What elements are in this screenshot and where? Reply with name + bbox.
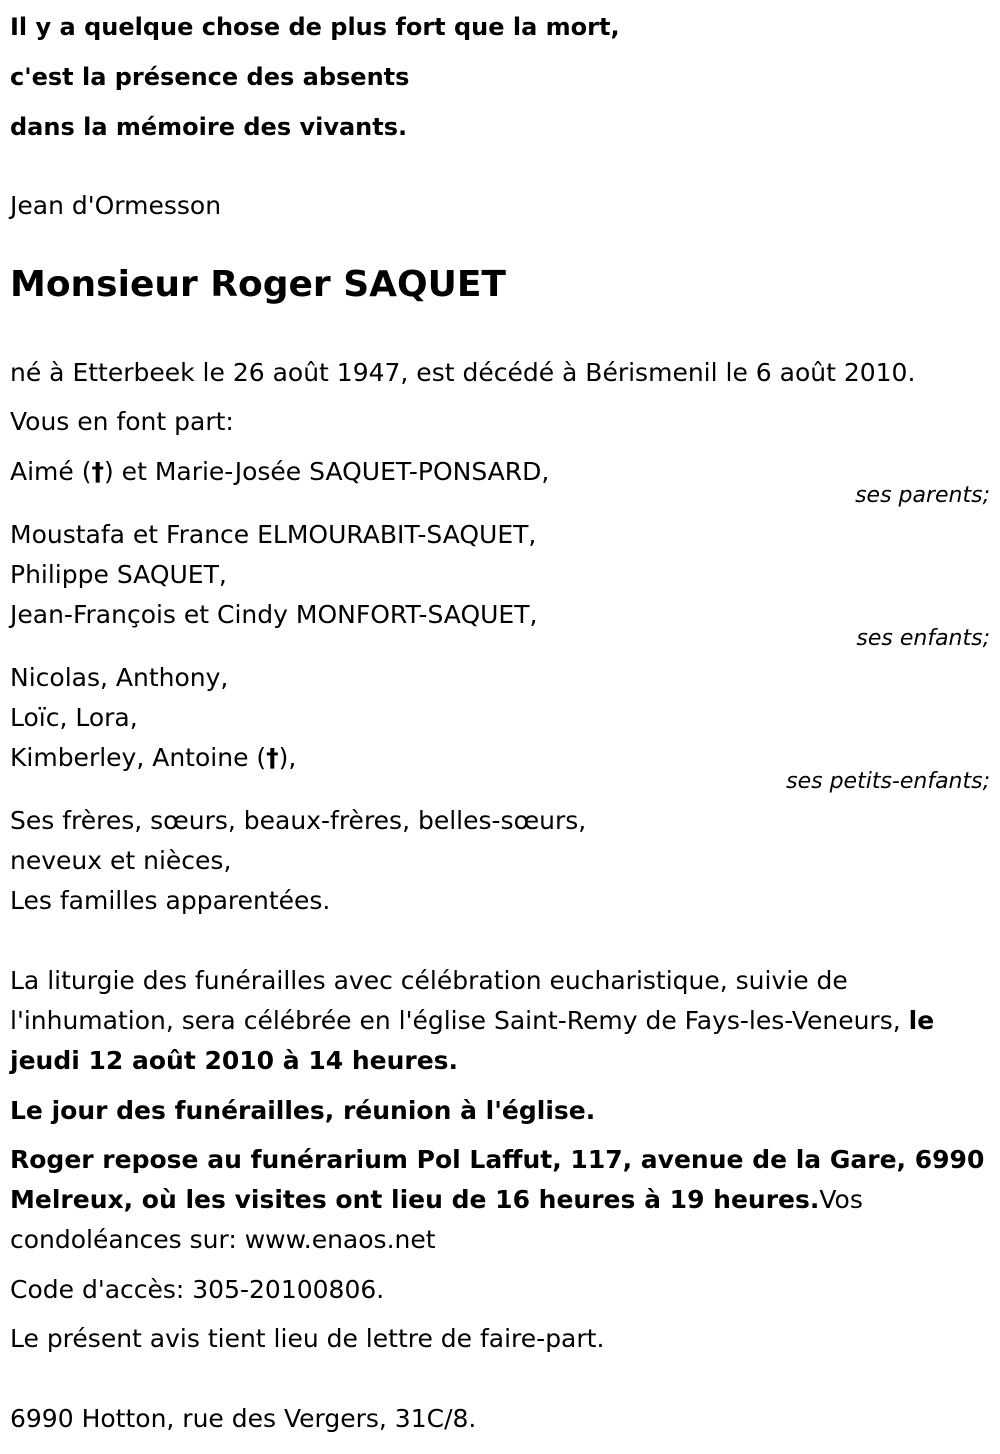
- grandchildren-role: ses petits-enfants;: [786, 769, 990, 794]
- children-line-3: Jean-François et Cindy MONFORT-SAQUET,: [10, 600, 538, 629]
- others-line-1: Ses frères, sœurs, beaux-frères, belles-sœurs,: [10, 806, 587, 835]
- grandchildren-line-3: [10, 743, 296, 773]
- quote-author: Jean d'Ormesson: [10, 191, 222, 220]
- obituary-notice: [10, 0, 990, 1454]
- grandchildren-text-b: ),: [278, 743, 297, 772]
- liturgy-line-1: La liturgie des funérailles avec célébration eucharistique, suivie de: [10, 966, 848, 995]
- children-line-2: Philippe SAQUET,: [10, 560, 227, 589]
- cross-icon: †: [91, 457, 104, 486]
- rest-text-bold: Melreux, où les visites ont lieu de 16 heures à 19 heures.: [10, 1185, 820, 1214]
- quote-line-1: Il y a quelque chose de plus fort que la mort,: [10, 13, 620, 41]
- parents-text-b: ) et Marie-Josée SAQUET-PONSARD,: [103, 457, 550, 486]
- liturgy-date: jeudi 12 août 2010 à 14 heures.: [10, 1046, 459, 1075]
- parents-role: ses parents;: [855, 483, 990, 508]
- liturgy-text-a: l'inhumation, sera célébrée en l'église Saint-Remy de Fays-les-Veneurs,: [10, 1006, 901, 1035]
- children-role: ses enfants;: [856, 626, 990, 651]
- cross-icon: †: [266, 743, 279, 772]
- others-line-3: Les familles apparentées.: [10, 886, 331, 915]
- home-address: 6990 Hotton, rue des Vergers, 31C/8.: [10, 1404, 477, 1433]
- rest-text-regular: Vos: [819, 1185, 863, 1214]
- deceased-name: Monsieur Roger SAQUET: [10, 264, 506, 305]
- condolences-line: condoléances sur: www.enaos.net: [10, 1225, 436, 1254]
- announcement-intro: Vous en font part:: [10, 407, 234, 436]
- grandchildren-line-1: Nicolas, Anthony,: [10, 663, 229, 692]
- grandchildren-text-a: Kimberley, Antoine (: [10, 743, 267, 772]
- liturgy-text-b: le: [908, 1006, 935, 1035]
- parents-line: [10, 457, 549, 487]
- rest-line-2: [10, 1185, 863, 1215]
- meeting-notice: Le jour des funérailles, réunion à l'église.: [10, 1096, 596, 1125]
- notice-statement: Le présent avis tient lieu de lettre de faire-part.: [10, 1324, 605, 1353]
- parents-text-a: Aimé (: [10, 457, 92, 486]
- rest-line-1: Roger repose au funérarium Pol Laffut, 117, avenue de la Gare, 6990: [10, 1145, 985, 1174]
- children-line-1: Moustafa et France ELMOURABIT-SAQUET,: [10, 520, 537, 549]
- grandchildren-line-2: Loïc, Lora,: [10, 703, 138, 732]
- others-line-2: neveux et nièces,: [10, 846, 232, 875]
- liturgy-line-2: [10, 1006, 934, 1036]
- quote-line-3: dans la mémoire des vivants.: [10, 113, 408, 141]
- birth-death-statement: né à Etterbeek le 26 août 1947, est décédé à Bérismenil le 6 août 2010.: [10, 358, 916, 387]
- access-code: Code d'accès: 305-20100806.: [10, 1275, 385, 1304]
- quote-line-2: c'est la présence des absents: [10, 63, 410, 91]
